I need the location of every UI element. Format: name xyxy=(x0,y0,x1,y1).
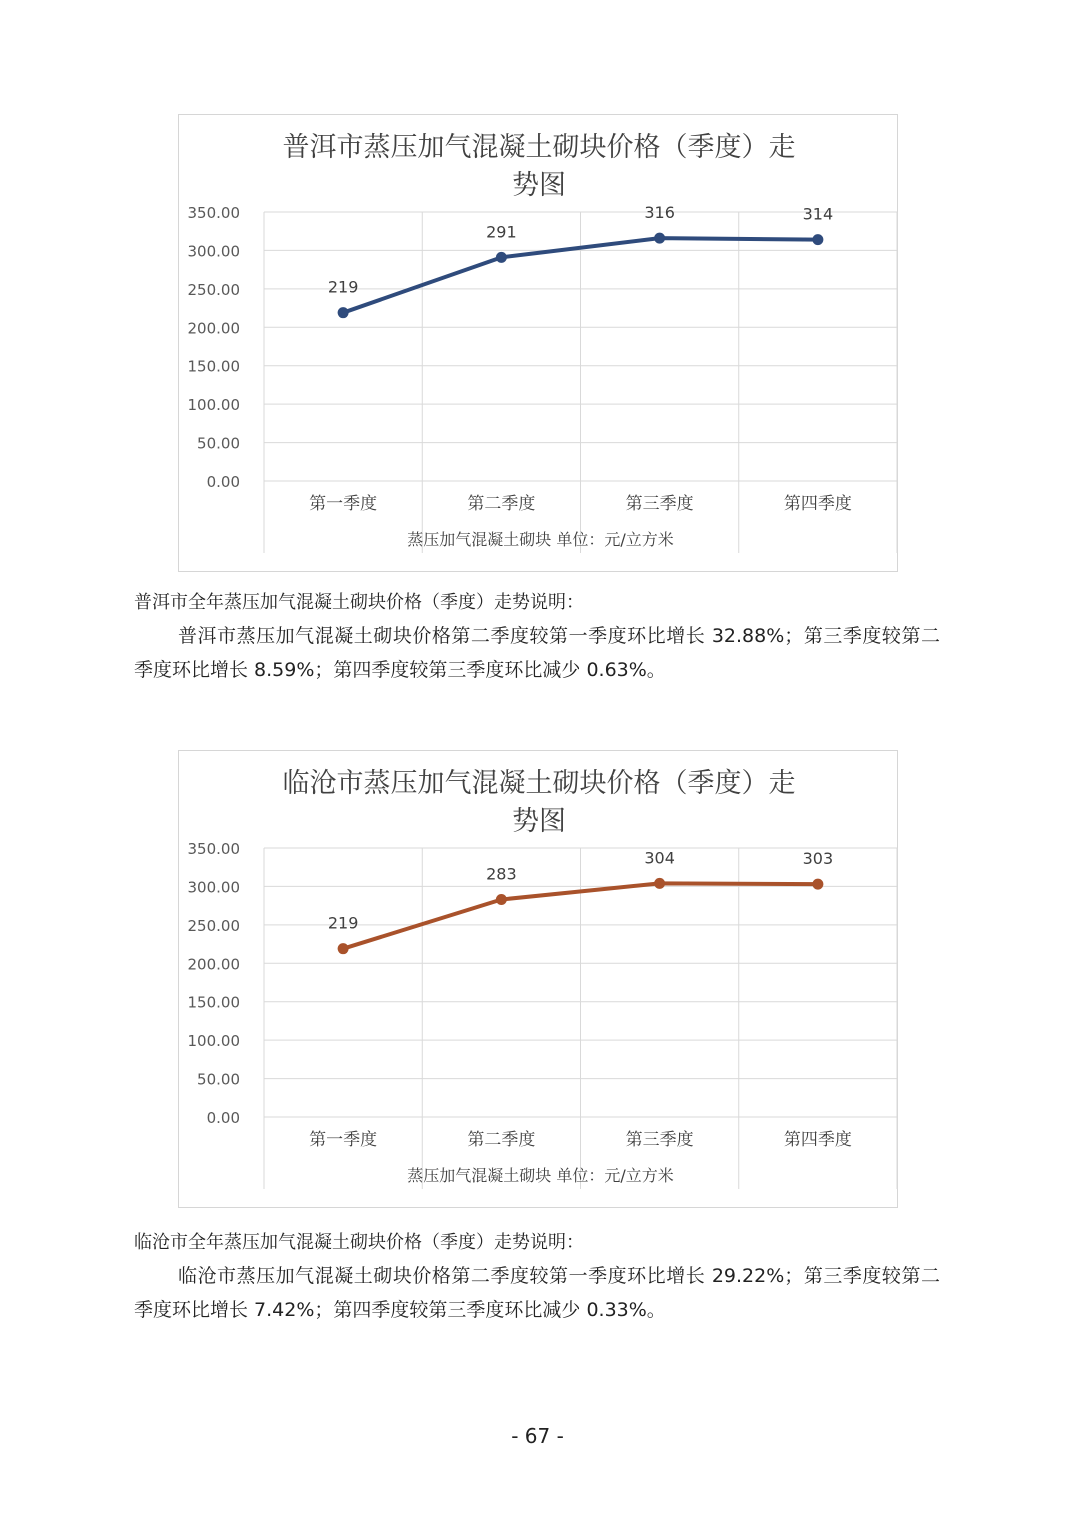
y-tick-label: 50.00 xyxy=(197,1070,240,1089)
chart-title-line2: 势图 xyxy=(512,806,566,837)
price-chart-puer xyxy=(178,114,898,572)
x-tick-label: 第四季度 xyxy=(783,494,852,514)
price-chart-lincang xyxy=(178,750,898,1208)
x-tick-label: 第三季度 xyxy=(625,1130,694,1150)
data-label: 283 xyxy=(486,864,517,884)
data-label: 291 xyxy=(486,222,517,242)
data-point xyxy=(496,894,507,905)
description-heading-puer: 普洱市全年蒸压加气混凝土砌块价格（季度）走势说明： xyxy=(134,592,584,613)
data-label: 314 xyxy=(802,204,834,224)
x-tick-label: 第一季度 xyxy=(309,494,378,514)
y-tick-label: 150.00 xyxy=(187,357,240,376)
y-tick-label: 150.00 xyxy=(187,993,240,1012)
data-point xyxy=(496,252,507,263)
chart-plot xyxy=(179,751,899,1209)
data-label: 219 xyxy=(327,913,359,933)
data-label: 219 xyxy=(327,277,359,297)
y-tick-label: 350.00 xyxy=(187,204,240,222)
data-point xyxy=(338,307,349,318)
data-point xyxy=(654,233,665,244)
y-tick-label: 300.00 xyxy=(187,242,240,261)
y-tick-label: 0.00 xyxy=(206,1109,240,1127)
x-tick-label: 第二季度 xyxy=(467,1130,536,1150)
x-tick-label: 第四季度 xyxy=(783,1130,852,1150)
x-tick-label: 第三季度 xyxy=(625,494,694,514)
data-label: 304 xyxy=(644,848,675,868)
y-tick-label: 0.00 xyxy=(206,473,240,491)
data-label: 303 xyxy=(802,849,834,869)
description-body-puer: 普洱市蒸压加气混凝土砌块价格第二季度较第一季度环比增长 32.88%；第三季度较第二季度环比增长 8.59%；第四季度较第三季度环比减少 0.63%。 xyxy=(134,625,940,681)
y-tick-label: 200.00 xyxy=(187,955,240,974)
y-tick-label: 250.00 xyxy=(187,280,240,299)
chart-title-line2: 势图 xyxy=(512,170,566,201)
x-tick-label: 第一季度 xyxy=(309,1130,378,1150)
data-point xyxy=(812,234,823,245)
x-axis-label: 蒸压加气混凝土砌块 单位：元/立方米 xyxy=(407,530,674,549)
x-axis-label: 蒸压加气混凝土砌块 单位：元/立方米 xyxy=(407,1166,674,1185)
data-point xyxy=(338,943,349,954)
data-label: 316 xyxy=(644,203,675,223)
y-tick-label: 50.00 xyxy=(197,434,240,453)
data-point xyxy=(812,879,823,890)
y-tick-label: 100.00 xyxy=(187,396,240,415)
y-tick-label: 200.00 xyxy=(187,319,240,338)
data-point xyxy=(654,878,665,889)
page-number: - 67 - xyxy=(511,1424,564,1448)
chart-title-line1: 临沧市蒸压加气混凝土砌块价格（季度）走 xyxy=(282,768,796,799)
chart-plot xyxy=(179,115,899,573)
y-tick-label: 250.00 xyxy=(187,916,240,935)
y-tick-label: 100.00 xyxy=(187,1032,240,1051)
y-tick-label: 300.00 xyxy=(187,878,240,897)
x-tick-label: 第二季度 xyxy=(467,494,536,514)
y-tick-label: 350.00 xyxy=(187,840,240,858)
description-heading-lincang: 临沧市全年蒸压加气混凝土砌块价格（季度）走势说明： xyxy=(134,1232,584,1253)
chart-title-line1: 普洱市蒸压加气混凝土砌块价格（季度）走 xyxy=(282,132,796,163)
description-body-lincang: 临沧市蒸压加气混凝土砌块价格第二季度较第一季度环比增长 29.22%；第三季度较第二季度环比增长 7.42%；第四季度较第三季度环比减少 0.33%。 xyxy=(134,1265,940,1321)
